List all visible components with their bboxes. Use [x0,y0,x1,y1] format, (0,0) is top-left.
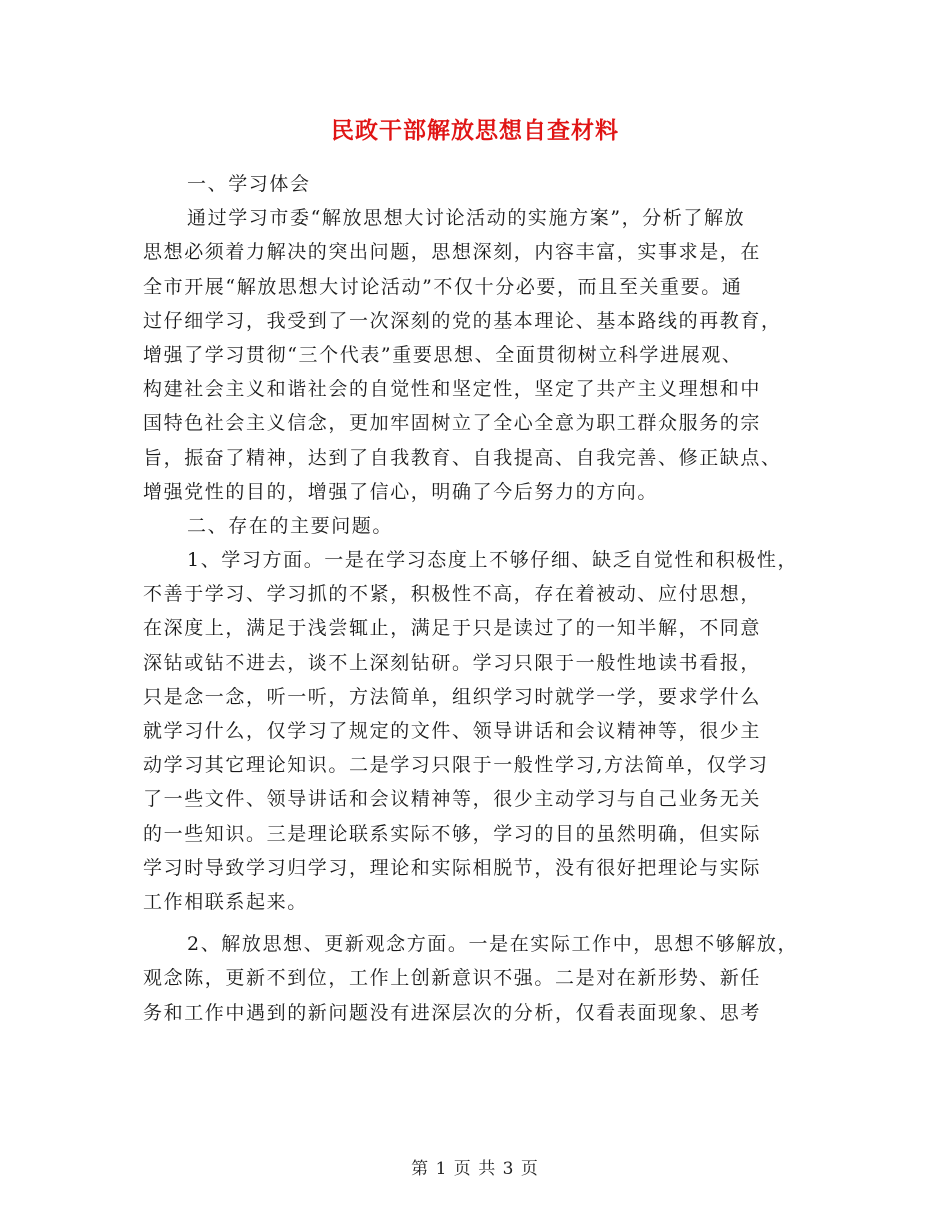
page-number: 第 1 页 共 3 页 [411,1159,539,1179]
paragraph-line: 增强党性的目的，增强了信心，明确了今后努力的方向。 [143,480,659,503]
paragraph-line: 学习时导致学习归学习，理论和实际相脱节，没有很好把理论与实际 [143,856,762,879]
paragraph-line: 在深度上，满足于浅尝辄止，满足于只是读过了的一知半解，不同意 [143,617,762,640]
paragraph-line: 就学习什么，仅学习了规定的文件、领导讲话和会议精神等，很少主 [143,720,762,742]
section-heading: 一、学习体会 [187,173,311,195]
paragraph-line: 动学习其它理论知识。二是学习只限于一般性学习,方法简单，仅学习 [143,754,769,777]
paragraph-line: 2、解放思想、更新观念方面。一是在实际工作中，思想不够解放， [187,933,799,956]
paragraph-line: 深钻或钻不进去，谈不上深刻钻研。学习只限于一般性地读书看报， [143,651,762,674]
paragraph-line: 旨，振奋了精神，达到了自我教育、自我提高、自我完善、修正缺点、 [143,446,782,469]
document-title: 民政干部解放思想自查材料 [331,117,619,144]
paragraph-line: 不善于学习、学习抓的不紧，积极性不高，存在着被动、应付思想， [143,583,762,606]
paragraph-line: 工作相联系起来。 [143,890,308,913]
paragraph-line: 观念陈，更新不到位，工作上创新意识不强。二是对在新形势、新任 [143,967,762,990]
paragraph-line: 国特色社会主义信念，更加牢固树立了全心全意为职工群众服务的宗 [143,412,762,435]
paragraph-line: 构建社会主义和谐社会的自觉性和坚定性，坚定了共产主义理想和中 [143,378,762,401]
paragraph-line: 只是念一念，听一听，方法简单，组织学习时就学一学，要求学什么 [143,685,762,708]
paragraph-line: 的一些知识。三是理论联系实际不够，学习的目的虽然明确，但实际 [143,822,762,845]
paragraph-line: 通过学习市委“解放思想大讨论活动的实施方案”，分析了解放 [187,207,746,230]
paragraph-line: 过仔细学习，我受到了一次深刻的党的基本理论、基本路线的再教育， [143,309,782,332]
paragraph-line: 务和工作中遇到的新问题没有进深层次的分析，仅看表面现象、思考 [143,1001,762,1024]
paragraph-line: 思想必须着力解决的突出问题，思想深刻，内容丰富，实事求是，在 [143,241,762,264]
document-body [143,167,843,1030]
section-heading: 二、存在的主要问题。 [187,514,394,537]
paragraph-line: 了一些文件、领导讲话和会议精神等，很少主动学习与自己业务无关 [143,788,762,811]
paragraph-line: 全市开展“解放思想大讨论活动”不仅十分必要，而且至关重要。通 [143,275,743,298]
paragraph-line: 增强了学习贯彻“三个代表”重要思想、全面贯彻树立科学进展观、 [143,343,743,366]
paragraph-line: 1、学习方面。一是在学习态度上不够仔细、缺乏自觉性和积极性， [187,549,799,572]
